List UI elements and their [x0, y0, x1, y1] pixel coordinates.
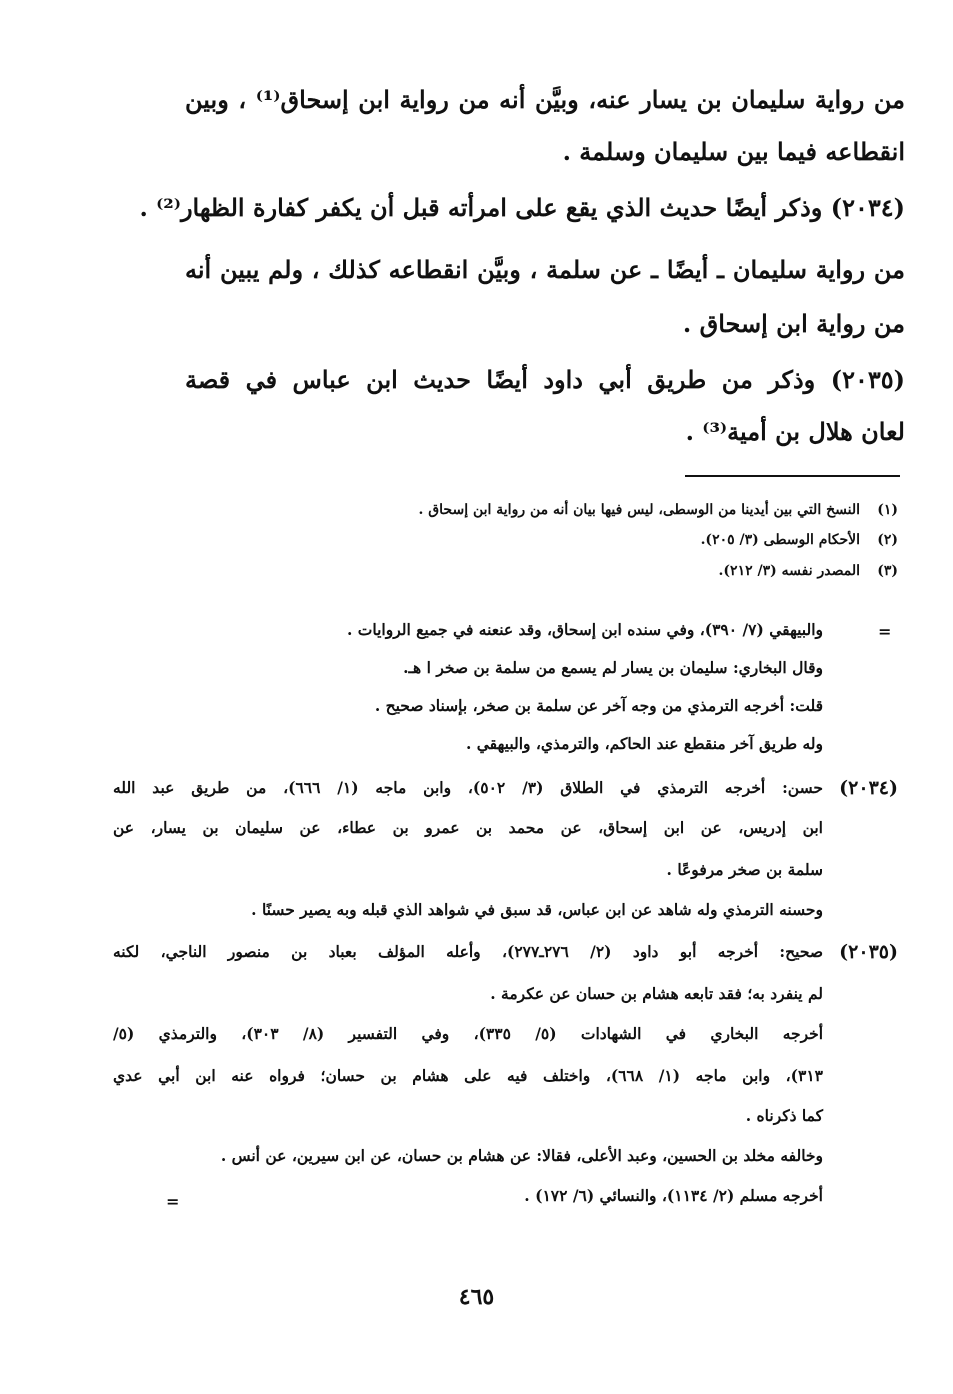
study-line-13: كما ذكرناه .: [745, 1106, 823, 1125]
footnote-1-text: النسخ التي بين أيدينا من الوسطى، ليس فيها بيان أنه من رواية ابن إسحاق .: [418, 502, 860, 518]
study-line-9: صحيح: أخرجه أبو داود (٢/ ٢٧٦ـ٢٧٧)، وأعله المؤلف بعباد بن منصور الناجي، لكنه: [113, 942, 824, 961]
study-line-8: وحسنه الترمذي وله شاهد عن ابن عباس، قد سبق في شواهد الذي قبله وبه يصير حسنًا .: [251, 900, 823, 919]
hadith-number-2034: (٢٠٣٤): [830, 193, 905, 222]
study-line-10: لم ينفرد به؛ فقد تابعه هشام بن حسان عن عكرمة .: [490, 984, 823, 1003]
main-line-4: من رواية سليمان ـ أيضًا ـ عن سلمة ، وبيَّن انقطاعه كذلك ، ولم يبين أنه: [185, 255, 905, 284]
study-line-5: حسن: أخرجه الترمذي في الطلاق (٣/ ٥٠٢)، وابن ماجه (١/ ٦٦٦)، من طريق عبد الله: [113, 778, 823, 797]
main-line-3: [139, 186, 905, 230]
page-number: ٤٦٥: [458, 1284, 495, 1310]
footnote-3-text: المصدر نفسه (٣/ ٢١٢).: [718, 563, 860, 579]
main-line-5: من رواية ابن إسحاق .: [682, 309, 905, 338]
footnote-1: [178, 496, 898, 524]
study-line-4: وله طريق آخر منقطع عند الحاكم، والترمذي، والبيهقي .: [465, 734, 823, 753]
footnote-2-number: (٢): [877, 532, 898, 548]
footnote-3: [178, 557, 898, 585]
study-line-14: وخالفه مخلد بن الحسين، وعبد الأعلى، فقالا: عن هشام بن حسان، عن ابن سيرين، عن أنس .: [220, 1146, 823, 1165]
study-line-15: أخرجه مسلم (٢/ ١١٣٤)، والنسائي (٦/ ١٧٢) .: [524, 1186, 823, 1205]
footnote-2-text: الأحكام الوسطى (٣/ ٢٠٥).: [700, 532, 860, 548]
main-line-2: انقطاعه فيما بين سليمان وسلمة .: [562, 137, 905, 166]
main-line-1: من رواية سليمان بن يسار عنه، وبيَّن أنه من رواية ابن إسحاق⁽¹⁾ ، وبين: [185, 85, 905, 114]
hadith-number-2035: (٢٠٣٥): [830, 365, 906, 394]
study-line-1: والبيهقي (٧/ ٣٩٠)، وفي سنده ابن إسحاق، وقد عنعنه في جميع الروايات .: [346, 620, 823, 639]
main-line-6: [185, 358, 905, 402]
main-line-3-text: وذكر أيضًا حديث الذي يقع على امرأته قبل أن يكفر كفارة الظهار⁽²⁾ .: [139, 193, 823, 222]
footnote-3-number: (٣): [877, 563, 898, 579]
study-line-3: قلت: أخرجه الترمذي من وجه آخر عن سلمة بن صخر، بإسناد صحيح .: [374, 696, 823, 715]
footnote-2: [178, 526, 898, 554]
footnote-1-number: (١): [877, 502, 898, 518]
main-line-6-text: وذكر من طريق أبي داود أيضًا حديث ابن عباس في قصة: [185, 365, 816, 394]
footnote-separator: [685, 475, 900, 477]
study-hadith-number-2034: (٢٠٣٤): [839, 777, 898, 799]
study-line-12: ٣١٣)، وابن ماجه (١/ ٦٦٨)، واختلف فيه على هشام بن حسان؛ فرواه عنه ابن أبي عدي: [113, 1066, 823, 1085]
study-line-7: سلمة بن صخر مرفوعًا .: [666, 860, 823, 879]
main-line-7: لعان هلال بن أمية⁽³⁾ .: [685, 417, 905, 446]
study-line-2: وقال البخاري: سليمان بن يسار لم يسمع من سلمة بن صخر ا هـ.: [403, 658, 823, 677]
study-hadith-number-2035: (٢٠٣٥): [839, 941, 898, 963]
continuation-mark-bottom: =: [166, 1192, 180, 1211]
continuation-mark-top: =: [878, 622, 892, 641]
study-line-6: ابن إدريس، عن ابن إسحاق، عن محمد بن عمرو بن عطاء، عن سليمان بن يسار، عن: [113, 818, 823, 837]
study-line-11: أخرجه البخاري في الشهادات (٥/ ٣٣٥)، وفي التفسير (٨/ ٣٠٣)، والترمذي (٥/: [113, 1024, 824, 1043]
